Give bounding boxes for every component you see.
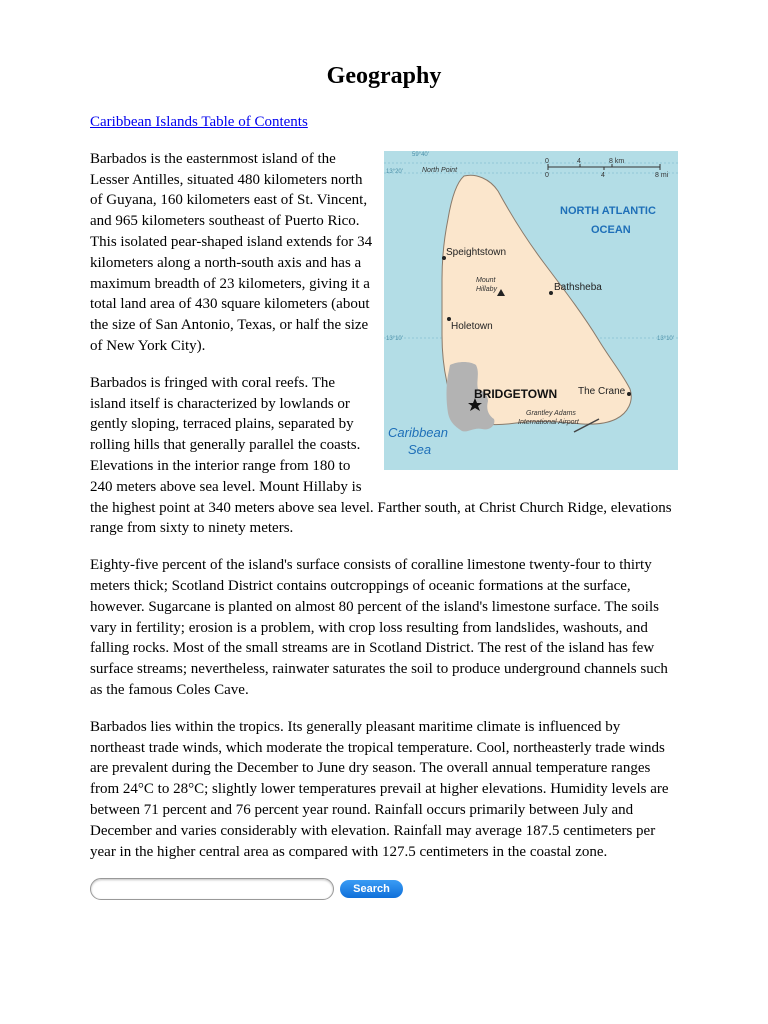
table-of-contents-link[interactable]: Caribbean Islands Table of Contents [90,114,308,130]
svg-text:0: 0 [545,171,549,179]
paragraph: Barbados lies within the tropics. Its generally pleasant maritime climate is influenced by northeast trade winds, which moderate the tropical temperature. Cool, northeasterly trade winds are prevalent during the December to June dry season. The overall annual temperature ranges from 24°C to 28°C; slightly lower temperatures prevail at higher elevations. Humidity levels are between 71 percent and 76 percent year round. Rainfall occurs primarily between July and December and varies considerably with elevation. Rainfall may average 187.5 centimeters per year in the higher central area as compared with 127.5 centimeters in the coastal zone. [90,718,669,860]
paragraph: Barbados is fringed with coral reefs. The island itself is characterized by lowlands or gently sloping, terraced plains, separated by rolling hills that generally parallel the coasts. Elevations in the interior range from 180 to 240 meters above sea level. Mount Hillaby is the highest point at 340 meters above sea level. Farther south, at Christ Church Ridge, elevations range from sixty to ninety meters. [90,374,672,537]
ocean-label: OCEAN [591,223,631,236]
grid-label: 13°10' [386,335,403,342]
place-label: North Point [422,166,458,174]
place-label: Bathsheba [554,281,602,293]
place-label: The Crane [578,385,626,397]
svg-text:4: 4 [577,157,581,165]
grid-label: 13°10' [657,335,674,342]
place-label: Hillaby [476,285,498,293]
place-label: Mount [476,276,496,284]
place-label: International Airport [518,418,579,426]
search-bar [90,878,678,900]
place-label: Speightstown [446,246,507,258]
paragraph: Barbados is the easternmost island of the Lesser Antilles, situated 480 kilometers north of Guyana, 160 kilometers east of St. Vincent, and 965 kilometers southeast of Puerto Rico. This isolated pear-shaped island extends for 34 kilometers along a north-south axis and has a maximum breadth of 23 kilometers, giving it a total land area of 430 square kilometers (about the size of San Antonio, Texas, or half the size of New York City). [90,150,373,354]
barbados-map [384,151,678,470]
scale-bar [545,158,669,179]
place-label: Grantley Adams [526,409,576,417]
search-input[interactable] [90,878,334,900]
town-marker [627,392,631,396]
svg-text:4: 4 [601,171,605,179]
grid-label: 59°40' [412,151,429,158]
page-title: Geography [326,63,442,89]
svg-text:8 mi: 8 mi [655,171,669,179]
sea-label: Sea [408,441,432,457]
town-marker [549,291,553,295]
grid-label: 13°20' [386,168,403,175]
sea-label: Caribbean [388,424,448,440]
search-button[interactable]: Search [340,880,403,898]
capital-label: BRIDGETOWN [474,386,558,401]
svg-text:8 km: 8 km [609,157,625,165]
ocean-label: NORTH ATLANTIC [560,204,656,217]
paragraph: Eighty-five percent of the island's surface consists of coralline limestone twenty-four to thirty meters thick; Scotland District contains outcroppings of oceanic formations at the surface, however. Sugarcane is planted on almost 80 percent of the island's limestone surface. The soils vary in fertility; erosion is a problem, with crop loss resulting from landslides, washouts, and falling rocks. Most of the small streams are in Scotland District. The rest of the island has few surface streams; nevertheless, rainwater saturates the soil to produce underground channels such as the famous Coles Cave. [90,557,668,698]
place-label: Holetown [451,320,493,332]
svg-text:0: 0 [545,157,549,165]
